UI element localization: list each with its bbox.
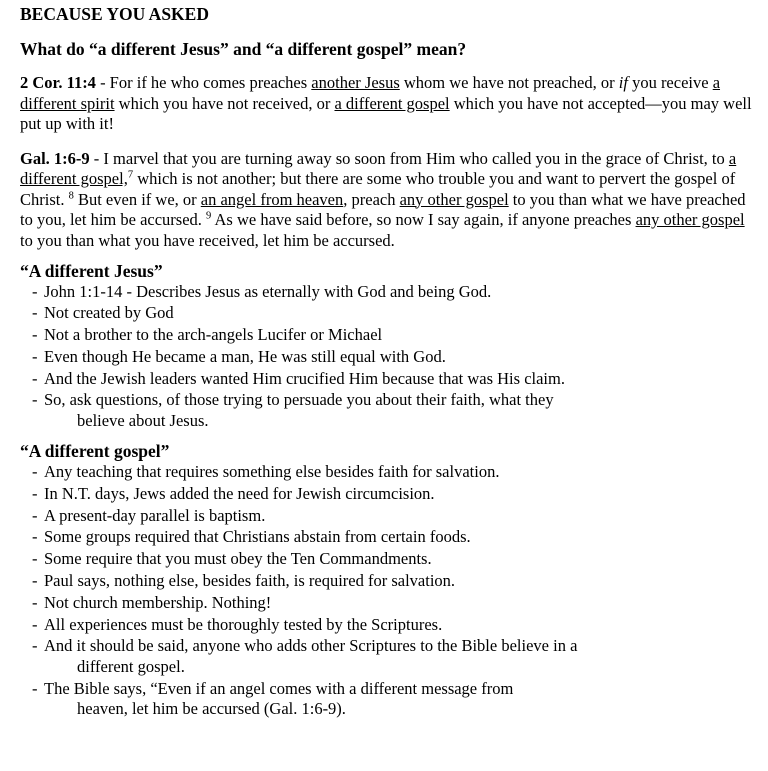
underlined-phrase: a different gospel, — [20, 148, 737, 188]
verse-text: which you have not accepted—you may well put up with it! — [20, 93, 752, 133]
list-item: - Even though He became a man, He was still equal with God. — [32, 346, 446, 366]
verse-text: - I marvel that you are turning away so soon from Him who called you in the grace of Christ, to — [89, 148, 729, 168]
list-item-text: Any teaching that requires something else besides faith for salvation. — [44, 461, 500, 481]
list-item-text: John 1:1-14 - Describes Jesus as eternally with God and being God. — [44, 281, 492, 301]
page-title: BECAUSE YOU ASKED — [20, 4, 209, 24]
list-item: - And it should be said, anyone who adds other Scriptures to the Bible believe in a different gospel. — [32, 636, 578, 676]
list-item: - John 1:1-14 - Describes Jesus as eternally with God and being God. — [32, 281, 492, 301]
list-item: - Not created by God — [32, 303, 174, 323]
underlined-phrase: another Jesus — [311, 73, 400, 92]
verse-text: But even if we, or — [73, 189, 201, 209]
verse-text: to you than what we have preached to you, let him be accursed. — [20, 189, 746, 229]
verse-number: 9 — [206, 210, 212, 222]
list-item: - So, ask questions, of those trying to persuade you about their faith, what they believe about Jesus. — [32, 390, 554, 430]
verse-text: - For if he who comes preaches — [95, 73, 312, 92]
list-item-text: And it should be said, anyone who adds other Scriptures to the Bible believe in a different gospel. — [44, 636, 578, 676]
list-item: - A present-day parallel is baptism. — [32, 505, 266, 525]
underlined-phrase: a different gospel — [334, 93, 450, 113]
verse-text: which you have not received, or — [114, 93, 335, 113]
list-item-text: Not a brother to the arch-angels Lucifer or Michael — [44, 325, 383, 345]
underlined-phrase: an angel from heaven — [200, 189, 344, 209]
italic-word: if — [618, 73, 628, 92]
verse-text: which is not another; but there are some who trouble you and want to pervert the gospel of Christ. — [20, 169, 736, 209]
list-item: - Not church membership. Nothing! — [32, 592, 272, 612]
verse-number: 7 — [127, 169, 134, 181]
list-item-text: The Bible says, “Even if an angel comes with a different message from heaven, let him be accursed (Gal. 1:6-9). — [44, 678, 514, 719]
underlined-phrase: any other gospel — [635, 210, 745, 229]
verse-ref: Gal. 1:6-9 — [20, 148, 90, 168]
list-item: - Paul says, nothing else, besides faith, is required for salvation. — [32, 570, 456, 590]
verse-text: As we have said before, so now I say again, if anyone preaches — [211, 210, 636, 229]
verse-ref: 2 Cor. 11:4 — [20, 73, 96, 92]
list-item-text: So, ask questions, of those trying to persuade you about their faith, what they believe about Jesus. — [44, 390, 554, 430]
section-title-different-jesus: “A different Jesus” — [20, 261, 163, 281]
list-item: - And the Jewish leaders wanted Him crucified Him because that was His claim. — [32, 368, 565, 388]
list-item-text: All experiences must be thoroughly tested by the Scriptures. — [44, 614, 443, 634]
list-item: - In N.T. days, Jews added the need for Jewish circumcision. — [32, 483, 435, 503]
verse-text: you receive — [627, 73, 713, 92]
list-item: - All experiences must be thoroughly tested by the Scriptures. — [32, 614, 443, 634]
verse-text: , preach — [343, 189, 400, 209]
list-item: - Some require that you must obey the Ten Commandments. — [32, 549, 432, 569]
different-gospel-list — [20, 462, 758, 720]
verse-2-cor-11-4 — [20, 73, 758, 135]
list-item-text: In N.T. days, Jews added the need for Jewish circumcision. — [44, 483, 435, 503]
list-item-text: Even though He became a man, He was still equal with God. — [44, 346, 446, 366]
underlined-phrase: a different spirit — [20, 73, 721, 113]
verse-text: to you than what you have received, let him be accursed. — [20, 230, 395, 250]
list-item: - Not a brother to the arch-angels Lucifer or Michael — [32, 325, 383, 345]
list-item-text: A present-day parallel is baptism. — [44, 505, 266, 525]
list-item-text: Not created by God — [44, 303, 174, 323]
list-item-text: And the Jewish leaders wanted Him crucified Him because that was His claim. — [44, 368, 565, 388]
list-item: - Some groups required that Christians abstain from certain foods. — [32, 527, 471, 547]
list-item-text: Not church membership. Nothing! — [44, 592, 272, 612]
list-item-text: Paul says, nothing else, besides faith, is required for salvation. — [44, 570, 456, 590]
verse-gal-1-6-9 — [20, 149, 758, 252]
underlined-phrase: any other gospel — [399, 189, 509, 209]
different-jesus-list — [20, 282, 758, 432]
list-item-text: Some require that you must obey the Ten Commandments. — [44, 549, 432, 569]
section-title-different-gospel: “A different gospel” — [20, 441, 170, 462]
list-item: - The Bible says, “Even if an angel comes with a different message from heaven, let him be accursed (Gal. 1:6-9). — [32, 678, 514, 719]
list-item: - Any teaching that requires something else besides faith for salvation. — [32, 461, 500, 481]
verse-text: whom we have not preached, or — [399, 73, 619, 92]
list-item-text: Some groups required that Christians abstain from certain foods. — [44, 527, 471, 547]
question-heading: What do “a different Jesus” and “a different gospel” mean? — [20, 38, 467, 59]
verse-number: 8 — [68, 190, 74, 201]
